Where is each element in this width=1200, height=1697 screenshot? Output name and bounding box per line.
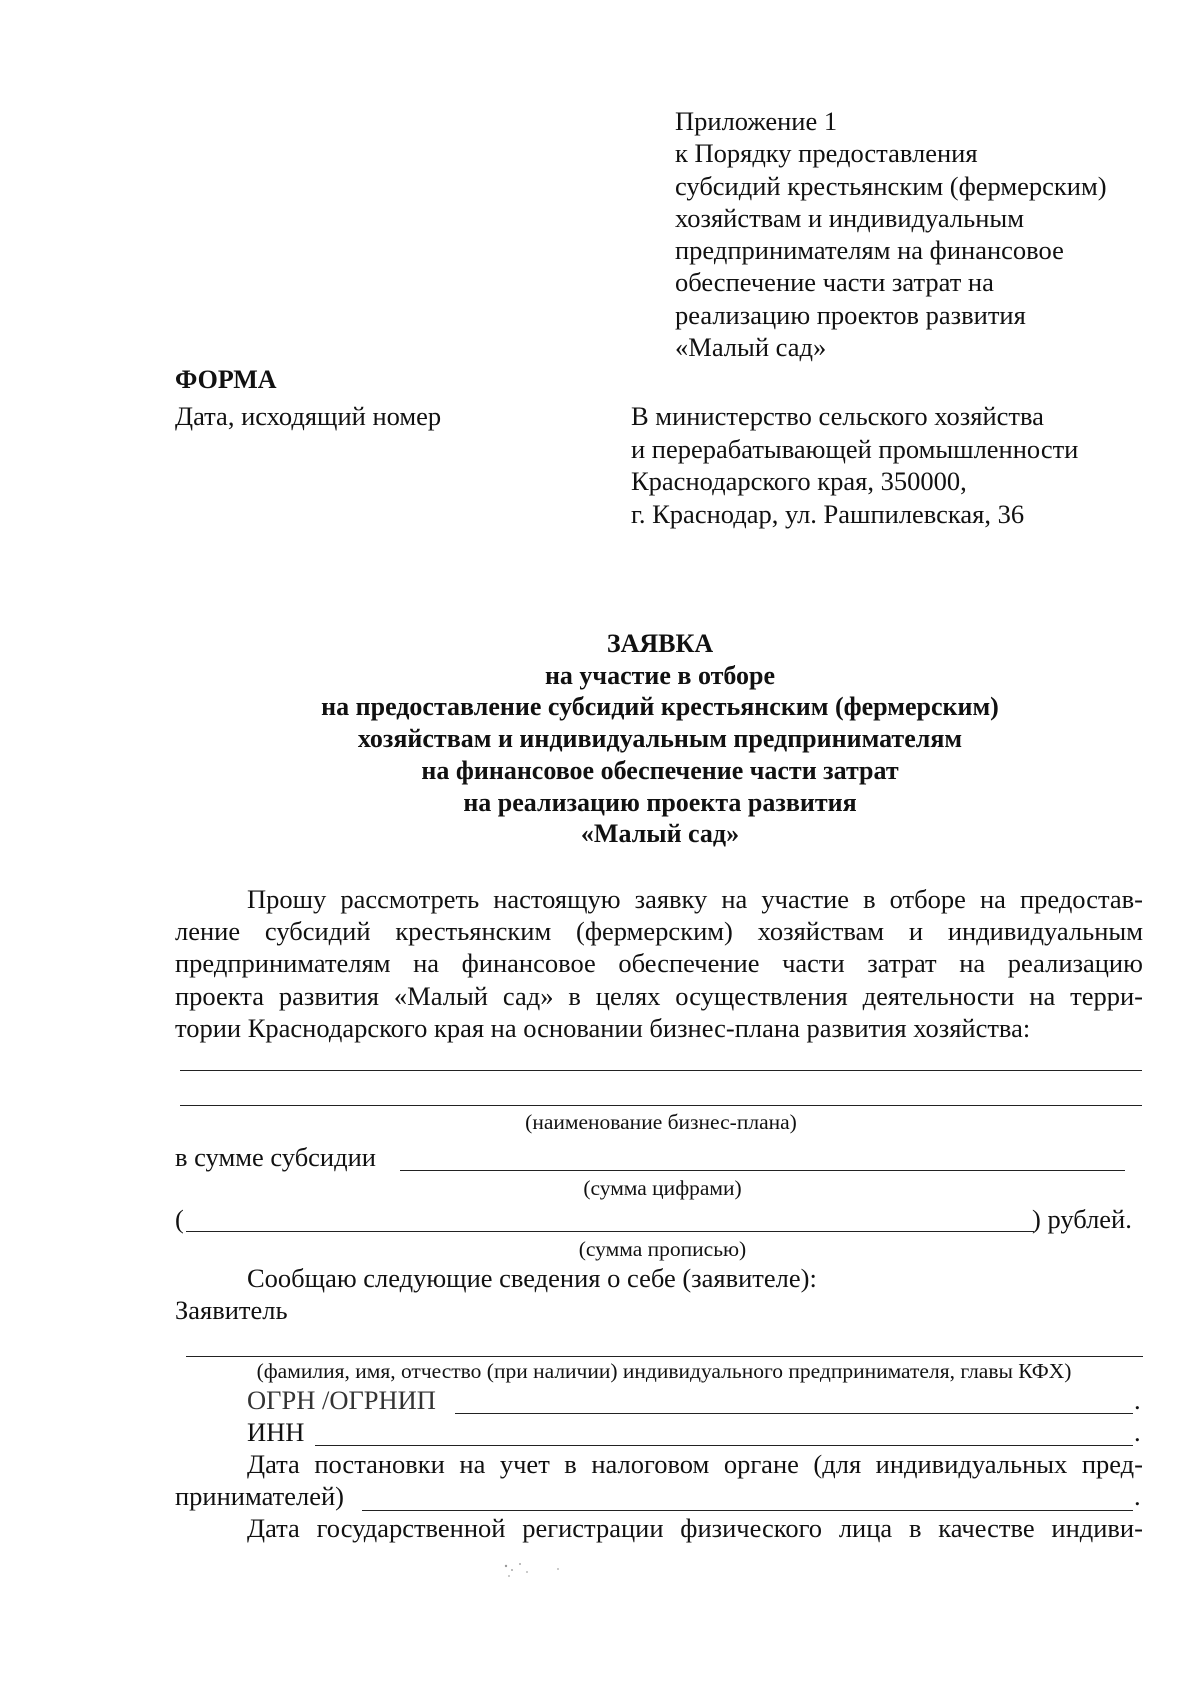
rubles-label: ) рублей. xyxy=(1032,1204,1132,1234)
appendix-line: «Малый сад» xyxy=(675,332,827,363)
form-label: ФОРМА xyxy=(175,365,277,394)
business-plan-blank-line[interactable] xyxy=(180,1070,1142,1071)
business-plan-blank-line[interactable] xyxy=(180,1105,1142,1106)
word: обеспечение xyxy=(618,948,760,979)
word: в xyxy=(908,1513,922,1543)
appendix-line: субсидий крестьянским (фермерским) xyxy=(675,170,1107,201)
word: и xyxy=(908,916,924,947)
word: физического xyxy=(680,1513,823,1543)
title-line: на финансовое обеспечение части затрат xyxy=(421,755,899,785)
ogrn-label: ОГРН /ОГРНИП xyxy=(247,1385,436,1415)
word: финансовое xyxy=(461,948,596,979)
title-line: на участие в отборе xyxy=(544,660,776,690)
word: (для xyxy=(813,1449,862,1479)
title-line: ЗАЯВКА xyxy=(606,629,714,658)
title-line: на предоставление субсидий крестьянским (фермерским) xyxy=(321,692,999,722)
word: предпринимателям xyxy=(175,948,391,979)
paragraph-line xyxy=(175,980,1143,1012)
word: Прошу xyxy=(247,884,327,914)
paragraph-line xyxy=(175,915,1143,947)
word: лица xyxy=(838,1513,893,1543)
word: целях xyxy=(595,980,661,1011)
applicant-label: Заявитель xyxy=(175,1295,288,1325)
word: Дата xyxy=(247,1449,300,1479)
sum-digits-caption: (сумма цифрами) xyxy=(583,1176,742,1200)
appendix-line: Приложение 1 xyxy=(675,106,838,136)
applicant-name-blank-line[interactable] xyxy=(186,1356,1143,1357)
word: рассмотреть xyxy=(340,884,480,914)
appendix-header xyxy=(675,105,1107,363)
addressee-line: и перерабатывающей промышленности xyxy=(631,433,1079,464)
inn-period: . xyxy=(1134,1417,1141,1447)
word: на xyxy=(959,948,986,979)
word: на xyxy=(459,1449,486,1479)
paren-open: ( xyxy=(175,1204,184,1234)
inn-label: ИНН xyxy=(247,1417,305,1447)
addressee-line: В министерство сельского хозяйства xyxy=(631,401,1044,431)
word: развития xyxy=(278,980,380,1011)
word: отборе xyxy=(889,884,966,914)
scan-speck-marks xyxy=(500,1558,570,1588)
word: индивидуальных xyxy=(875,1449,1068,1479)
word: индиви- xyxy=(1051,1513,1143,1543)
title-line: хозяйствам и индивидуальным предпринимателям xyxy=(357,724,963,754)
word: органе xyxy=(723,1449,799,1479)
word: осуществления xyxy=(675,980,848,1011)
business-plan-caption: (наименование бизнес-плана) xyxy=(525,1110,797,1134)
appendix-line: к Порядку предоставления xyxy=(675,138,978,169)
word: государственной xyxy=(316,1513,506,1543)
appendix-line: хозяйствам и индивидуальным xyxy=(675,202,1024,233)
word: субсидий xyxy=(264,916,371,947)
word: в xyxy=(863,884,876,914)
inform-about-applicant: Сообщаю следующие сведения о себе (заявителе): xyxy=(247,1263,817,1293)
subsidy-sum-label: в сумме субсидии xyxy=(175,1142,376,1172)
state-registration-line xyxy=(175,1512,1143,1544)
word: сад» xyxy=(502,980,554,1011)
request-paragraph xyxy=(175,883,1143,1044)
ogrn-period: . xyxy=(1134,1385,1141,1415)
application-title xyxy=(160,628,1160,850)
word: участие xyxy=(761,884,850,914)
appendix-line: обеспечение части затрат на xyxy=(675,267,994,298)
word: настоящую xyxy=(493,884,621,914)
sum-words-caption: (сумма прописью) xyxy=(578,1237,747,1261)
word: в xyxy=(568,980,581,1011)
word: проекта xyxy=(175,980,264,1011)
word: крестьянским xyxy=(395,916,552,947)
word: части xyxy=(782,948,845,979)
word: на xyxy=(721,884,748,914)
word: ление xyxy=(175,916,241,947)
word: Дата xyxy=(247,1513,300,1543)
word: пред- xyxy=(1081,1449,1143,1479)
addressee-line: г. Краснодар, ул. Рашпилевская, 36 xyxy=(631,498,1025,529)
tax-registration-blank-line[interactable] xyxy=(362,1510,1133,1511)
tax-registration-period: . xyxy=(1134,1481,1141,1511)
appendix-line: предпринимателям на финансовое xyxy=(675,235,1064,266)
word: налоговом xyxy=(591,1449,710,1479)
tax-registration-text xyxy=(175,1448,1143,1480)
word: хозяйствам xyxy=(757,916,885,947)
word: реализацию xyxy=(1007,948,1143,979)
paragraph-line xyxy=(175,883,1143,915)
ogrn-blank-line[interactable] xyxy=(455,1413,1133,1414)
appendix-line: реализацию проектов развития xyxy=(675,299,1026,330)
word: предостав- xyxy=(1019,884,1143,914)
state-registration-text xyxy=(175,1512,1143,1544)
word: индивидуальным xyxy=(947,916,1143,947)
word: «Малый xyxy=(393,980,488,1011)
word: деятельности xyxy=(862,980,1015,1011)
paragraph-line: тории Краснодарского края на основании бизнес-плана развития хозяйства: xyxy=(175,1012,1031,1043)
title-line: на реализацию проекта развития xyxy=(463,787,857,817)
applicant-name-caption: (фамилия, имя, отчество (при наличии) индивидуального предпринимателя, главы КФХ) xyxy=(256,1359,1072,1383)
word: в xyxy=(564,1449,577,1479)
addressee-line: Краснодарского края, 350000, xyxy=(631,466,967,496)
date-outgoing-number-label: Дата, исходящий номер xyxy=(175,401,442,431)
addressee-block xyxy=(631,400,1078,530)
sum-words-blank-line[interactable] xyxy=(186,1231,1034,1232)
word: на xyxy=(1029,980,1056,1011)
word: качестве xyxy=(938,1513,1035,1543)
word: на xyxy=(979,884,1006,914)
paragraph-line xyxy=(175,947,1143,979)
title-line: «Малый сад» xyxy=(580,819,740,849)
sum-digits-blank-line[interactable] xyxy=(400,1170,1125,1171)
tax-registration-line xyxy=(175,1448,1143,1480)
word: затрат xyxy=(867,948,937,979)
word: на xyxy=(413,948,440,979)
word: постановки xyxy=(314,1449,445,1479)
word: терри- xyxy=(1070,980,1143,1011)
word: регистрации xyxy=(522,1513,664,1543)
word: заявку xyxy=(634,884,708,914)
word: учет xyxy=(499,1449,550,1479)
word: (фермерским) xyxy=(576,916,733,947)
inn-blank-line[interactable] xyxy=(315,1445,1133,1446)
tax-registration-label: принимателей) xyxy=(175,1481,344,1511)
